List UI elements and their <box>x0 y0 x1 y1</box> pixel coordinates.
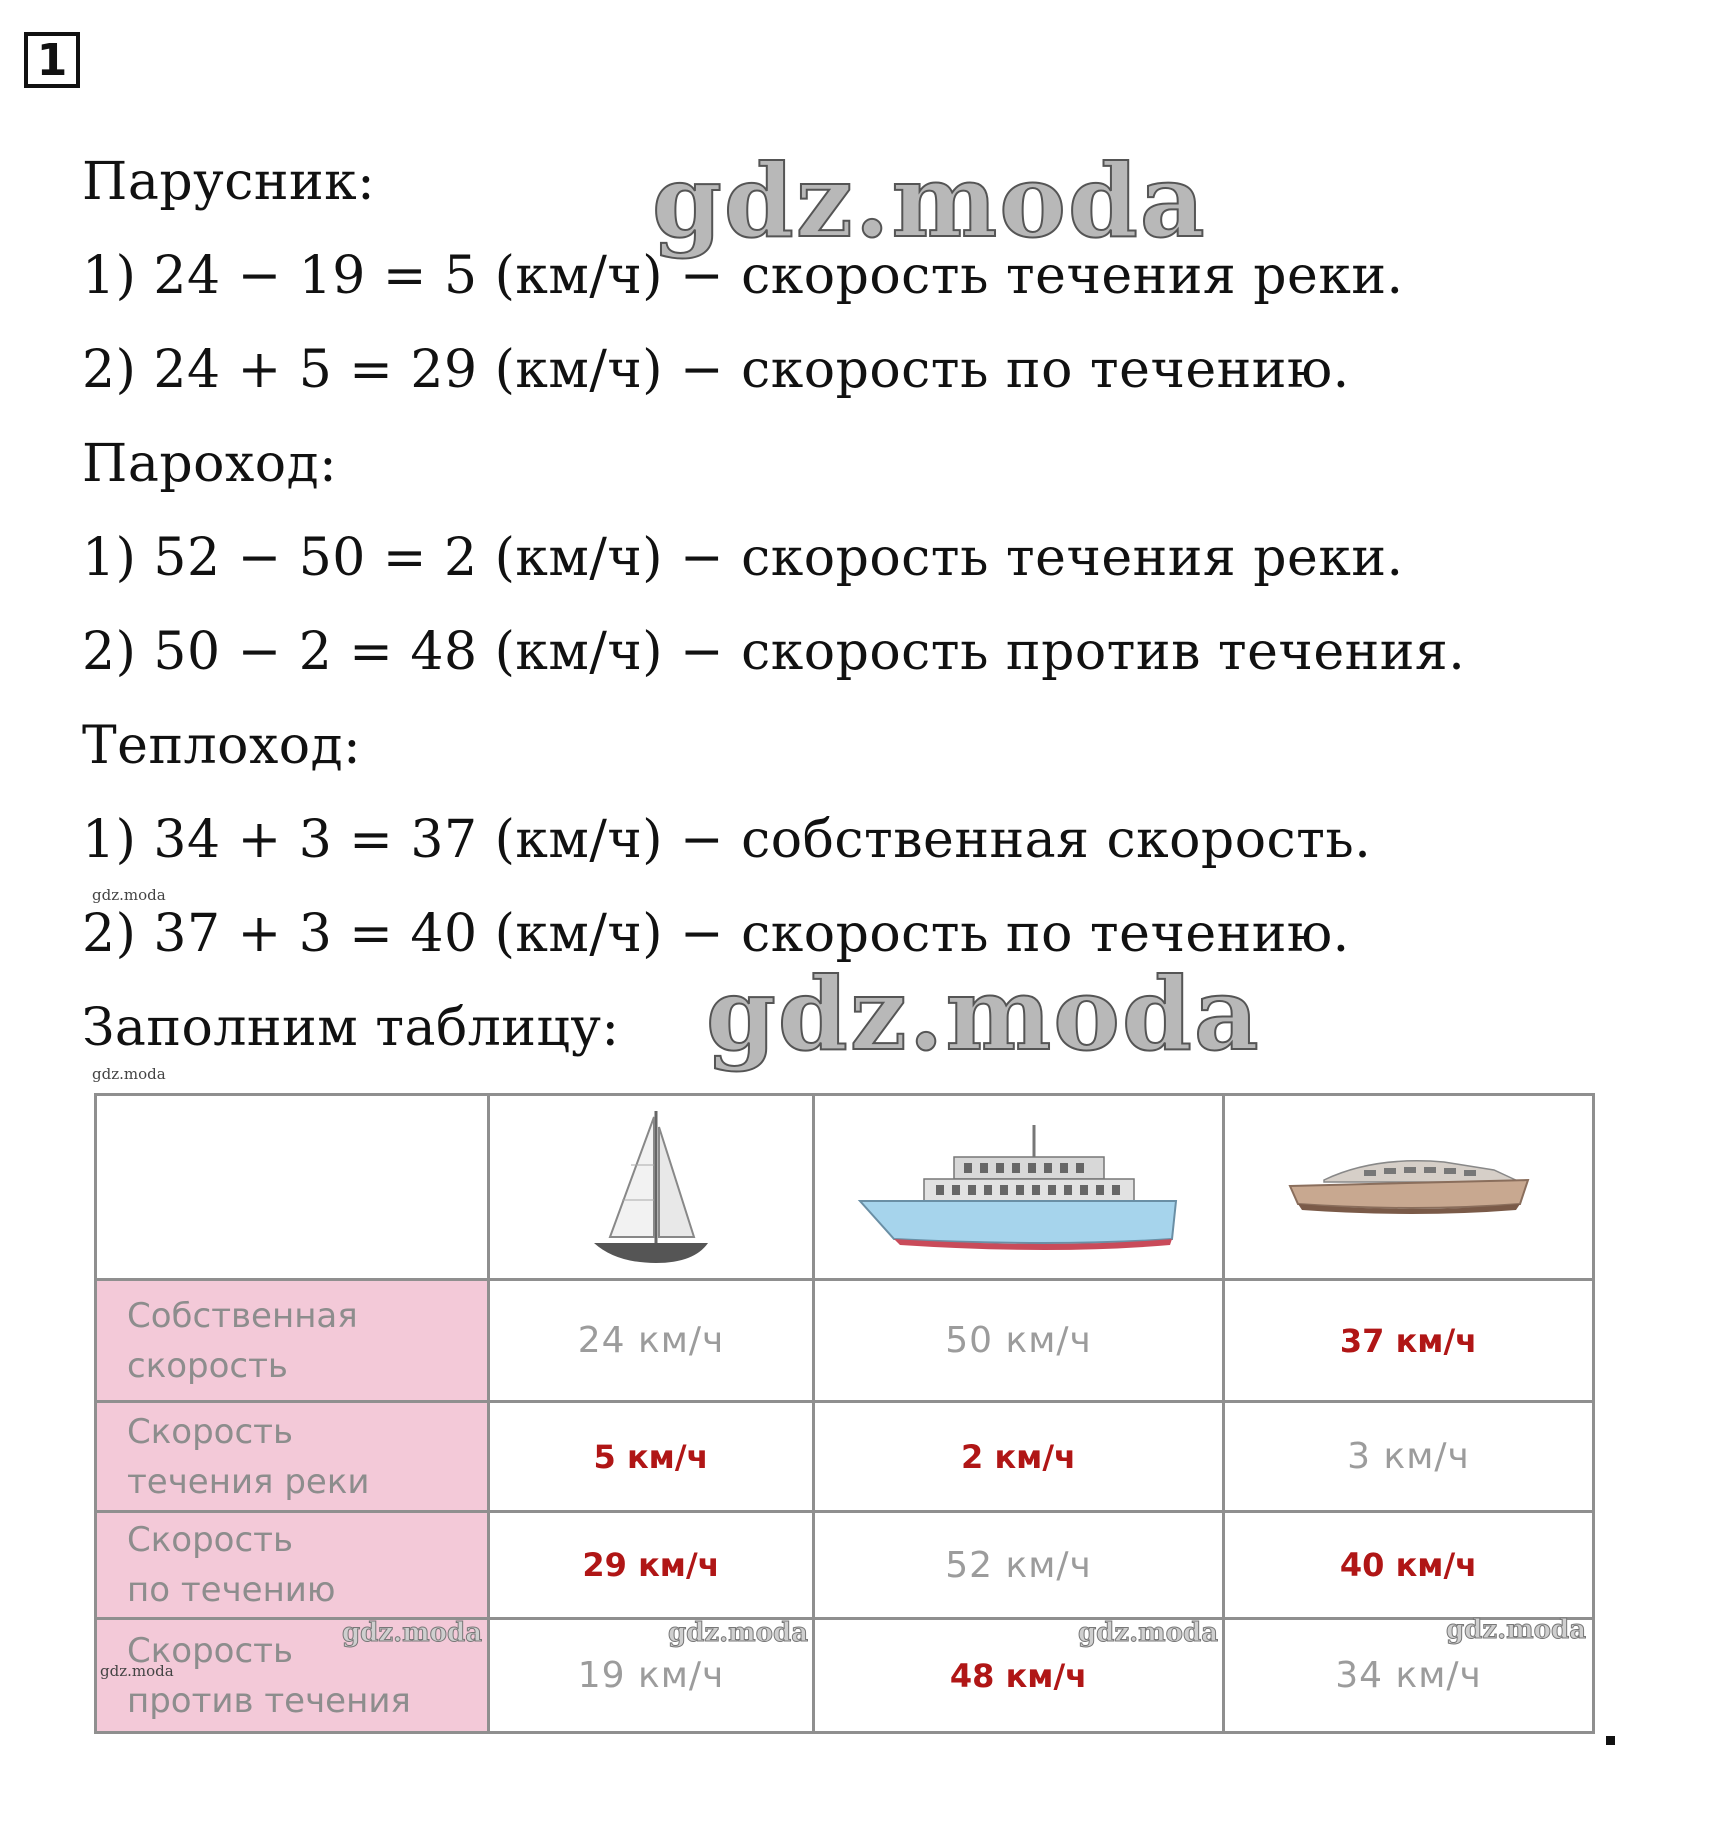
table-header-row <box>96 1095 1594 1280</box>
watermark-small: gdz.moda <box>1446 1615 1587 1645</box>
heading-motor-ship: Теплоход: <box>82 716 362 776</box>
table-cell-answer: 2 км/ч <box>814 1402 1224 1512</box>
steamship-cell <box>814 1095 1224 1280</box>
empty-corner-cell <box>96 1095 489 1280</box>
table-cell-answer: 37 км/ч <box>1224 1280 1594 1402</box>
table-cell: 24 км/ч <box>489 1280 814 1402</box>
watermark-small: gdz.moda <box>1078 1618 1219 1648</box>
row-label-downstream-speed <box>96 1512 489 1619</box>
solution-line: 1) 52 − 50 = 2 (км/ч) − скорость течения реки. <box>82 528 1404 588</box>
row-label-own-speed <box>96 1280 489 1402</box>
heading-steamship: Пароход: <box>82 434 338 494</box>
watermark-small: gdz.moda <box>92 1065 166 1083</box>
watermark: gdz.moda <box>706 955 1261 1073</box>
row-label-line: Скорость <box>127 1520 293 1560</box>
table-cell-answer: 5 км/ч <box>489 1402 814 1512</box>
watermark: gdz.moda <box>652 142 1207 260</box>
solution-line: 2) 24 + 5 = 29 (км/ч) − скорость по течению. <box>82 340 1350 400</box>
solution-line: 1) 34 + 3 = 37 (км/ч) − собственная скорость. <box>82 810 1372 870</box>
heading-sailboat: Парусник: <box>82 152 376 212</box>
watermark-small: gdz.moda <box>100 1662 174 1680</box>
row-label-line: Собственная <box>127 1295 358 1336</box>
table-cell: 19 км/ч <box>489 1619 814 1733</box>
table-cell: 3 км/ч <box>1224 1402 1594 1512</box>
period-mark <box>1606 1736 1615 1745</box>
table-cell: 50 км/ч <box>814 1280 1224 1402</box>
sailboat-icon <box>586 1105 716 1270</box>
task-number: 1 <box>24 32 80 88</box>
speed-table <box>94 1093 1595 1734</box>
watermark-small: gdz.moda <box>342 1618 483 1648</box>
table-row <box>96 1402 1594 1512</box>
motor-ship-cell <box>1224 1095 1594 1280</box>
solution-line: 2) 50 − 2 = 48 (км/ч) − скорость против течения. <box>82 622 1466 682</box>
row-label-line: Скорость <box>127 1630 293 1671</box>
row-label-line: скорость <box>127 1345 288 1386</box>
table-row <box>96 1619 1594 1733</box>
solution-line: 1) 24 − 19 = 5 (км/ч) − скорость течения реки. <box>82 246 1404 306</box>
solution-line: 2) 37 + 3 = 40 (км/ч) − скорость по течению. <box>82 904 1350 964</box>
steamship-icon <box>854 1117 1184 1257</box>
row-label-line: против течения <box>127 1680 411 1721</box>
table-row <box>96 1280 1594 1402</box>
watermark-small: gdz.moda <box>92 886 166 904</box>
fill-table-heading: Заполним таблицу: <box>82 998 620 1058</box>
row-label-river-speed <box>96 1402 489 1512</box>
table-row <box>96 1512 1594 1619</box>
table-cell-answer: 29 км/ч <box>489 1512 814 1619</box>
table-cell: 34 км/ч <box>1224 1619 1594 1733</box>
sailboat-cell <box>489 1095 814 1280</box>
watermark-small: gdz.moda <box>668 1618 809 1648</box>
table-cell-answer: 40 км/ч <box>1224 1512 1594 1619</box>
row-label-line: по течению <box>127 1570 336 1610</box>
row-label-line: Скорость <box>127 1411 293 1452</box>
table-cell-answer: 48 км/ч <box>814 1619 1224 1733</box>
solution-text <box>82 142 1582 1082</box>
table-cell: 52 км/ч <box>814 1512 1224 1619</box>
row-label-line: течения реки <box>127 1461 370 1502</box>
motor-ship-icon <box>1284 1142 1534 1232</box>
